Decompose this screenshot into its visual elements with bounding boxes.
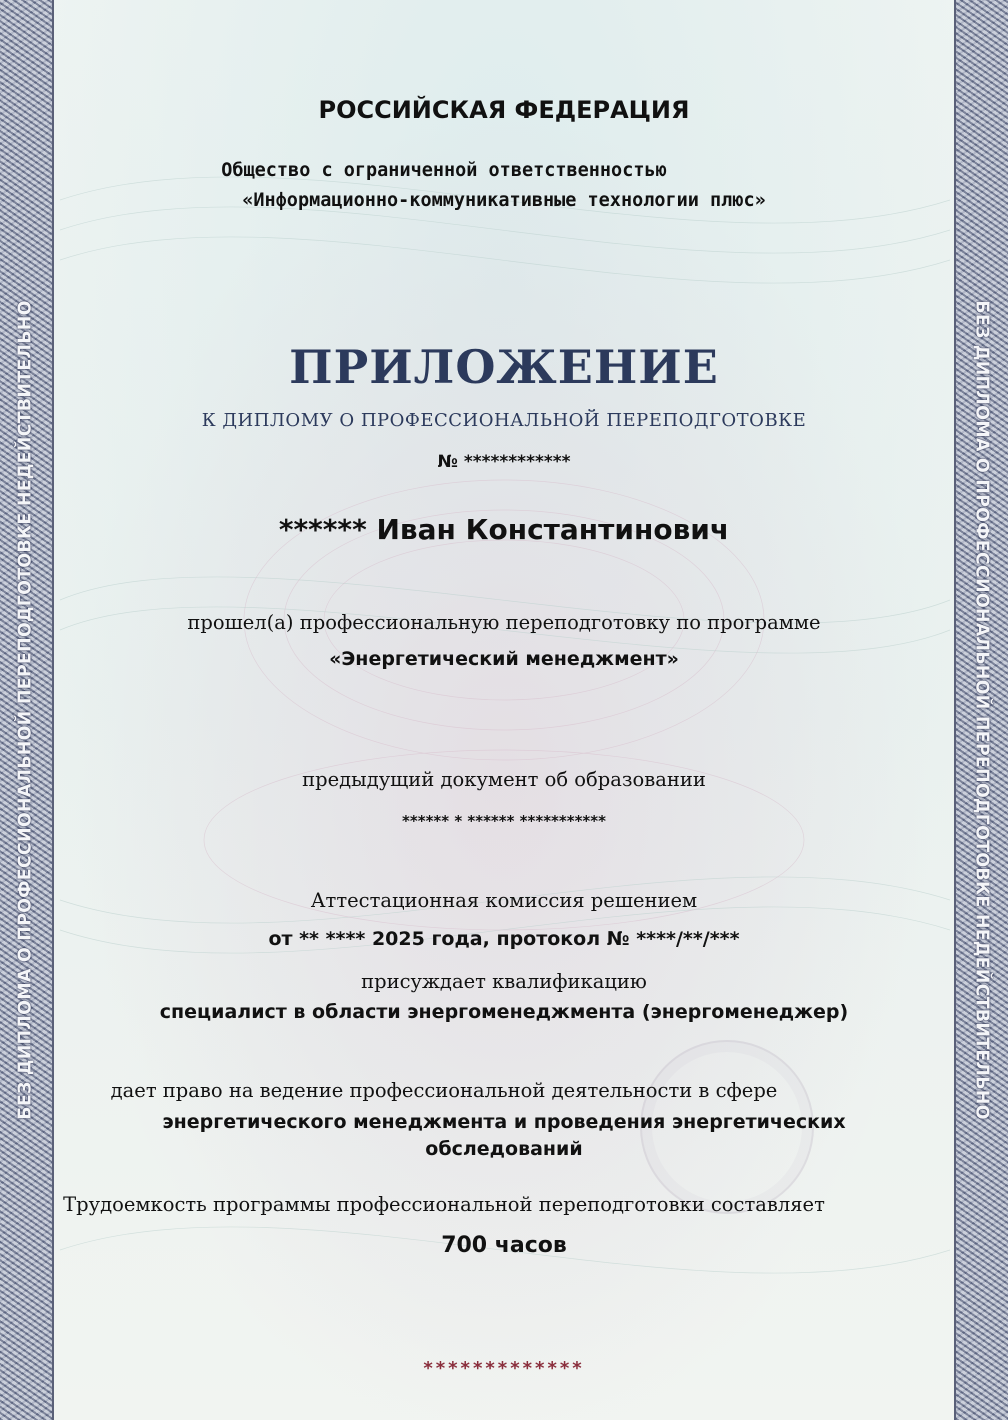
hours-value: 700 часов: [441, 1233, 567, 1258]
document-title: ПРИЛОЖЕНИЕ: [289, 340, 719, 394]
rights-text: дает право на ведение профессиональной деятельности в сфере: [110, 1079, 778, 1102]
rights-area: [60, 1109, 948, 1163]
hours-label: Трудоемкость программы профессиональной переподготовки составляет: [63, 1193, 825, 1216]
rights-area-line-1: энергетического менеджмента и проведения энергетических: [162, 1111, 846, 1133]
person-name: ****** Иван Константинович: [278, 513, 730, 546]
commission-text: Аттестационная комиссия решением: [310, 889, 698, 912]
organization-type: Общество с ограниченной ответственностью: [221, 160, 667, 181]
previous-document-value: ****** * ****** ***********: [402, 812, 606, 830]
left-border-text: БЕЗ ДИПЛОМА О ПРОФЕССИОНАЛЬНОЙ ПЕРЕПОДГОТОВКЕ НЕДЕЙСТВИТЕЛЬНО: [16, 300, 37, 1120]
document-body: [60, 0, 948, 1420]
right-border-text: БЕЗ ДИПЛОМА О ПРОФЕССИОНАЛЬНОЙ ПЕРЕПОДГОТОВКЕ НЕДЕЙСТВИТЕЛЬНО: [972, 300, 993, 1120]
program-name: «Энергетический менеджмент»: [329, 648, 679, 670]
decision-date: от ** **** 2025 года, протокол № ****/**/***: [268, 928, 740, 950]
document-subtitle: К ДИПЛОМУ О ПРОФЕССИОНАЛЬНОЙ ПЕРЕПОДГОТОВКЕ: [201, 410, 807, 431]
document-number: № ************: [437, 452, 571, 472]
passed-text: прошел(а) профессиональную переподготовку по программе: [187, 611, 821, 634]
organization-name: «Информационно-коммуникативные технологии плюс»: [242, 190, 766, 211]
awards-text: присуждает квалификацию: [361, 970, 647, 993]
right-border-caption: [956, 0, 1008, 1420]
country-heading: РОССИЙСКАЯ ФЕДЕРАЦИЯ: [318, 96, 690, 124]
serial-number: *************: [423, 1358, 585, 1379]
qualification: специалист в области энергоменеджмента (энергоменеджер): [159, 1001, 849, 1023]
previous-document-label: предыдущий документ об образовании: [302, 768, 706, 791]
rights-area-line-2: обследований: [425, 1138, 583, 1160]
